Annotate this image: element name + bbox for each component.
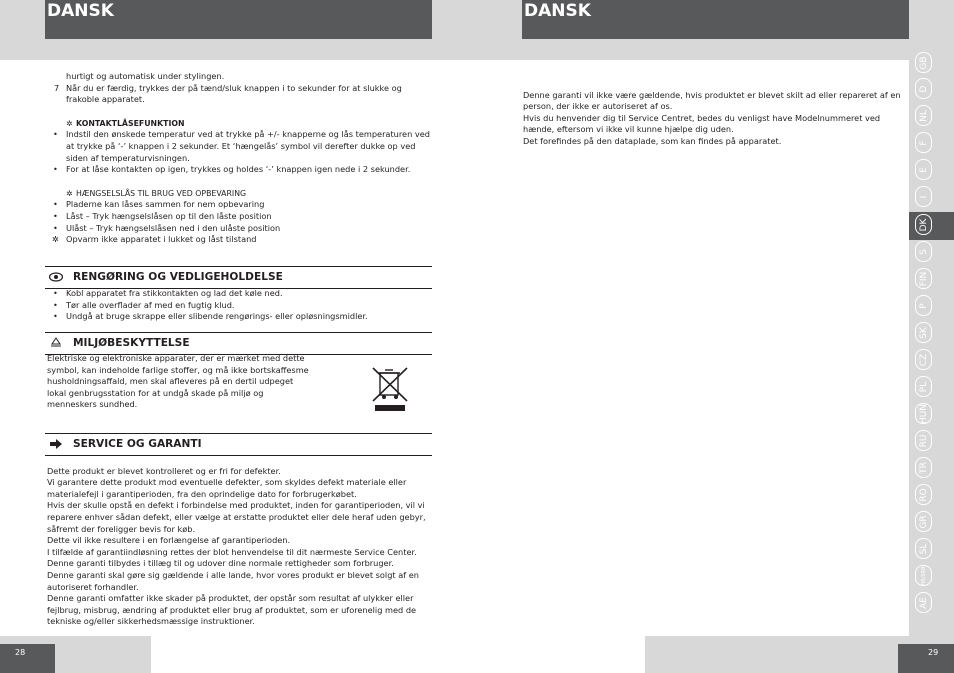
language-tab-i[interactable]: [915, 186, 932, 207]
language-tab-label: NL: [918, 109, 929, 122]
language-tab-ru[interactable]: [915, 430, 932, 451]
language-tab-label: AE: [918, 596, 929, 609]
language-tab-ae[interactable]: [915, 592, 932, 613]
language-tab-hrsrb[interactable]: [915, 565, 932, 586]
recycle-icon: [49, 337, 63, 349]
language-tab-label: DK: [918, 218, 929, 231]
service-section: [45, 433, 432, 450]
language-tab-hun[interactable]: [915, 403, 932, 424]
language-tab-label: FIN: [918, 271, 929, 286]
language-tab-label: HR/SRB: [920, 566, 927, 585]
header-left-title: DANSK: [47, 1, 114, 21]
language-tab-sl[interactable]: [915, 538, 932, 559]
continuation-text: hurtigt og automatisk under stylingen.: [66, 71, 225, 81]
language-tab-label: P: [918, 302, 929, 309]
language-tab-fin[interactable]: [915, 268, 932, 289]
header-right-title: DANSK: [524, 1, 591, 21]
language-tab-gr[interactable]: [915, 511, 932, 532]
cleaning-list: • Kobl apparatet fra stikkontakten og lad det køle ned. • Tør alle overflader af med en fugtig klud. • Undgå at bruge skrappe eller slibende rengørings- eller opløsningsmidler.: [48, 288, 430, 323]
env-text-block: [47, 353, 311, 411]
language-tab-gb[interactable]: [915, 52, 932, 73]
language-tab-nl[interactable]: [915, 105, 932, 126]
language-tab-dk[interactable]: [915, 214, 932, 235]
hanging-warning: ✲ Opvarm ikke apparatet i lukket og låst tilstand: [52, 234, 257, 245]
language-tab-label: TR: [918, 461, 929, 474]
header-right: [522, 0, 909, 39]
language-tab-tr[interactable]: [915, 457, 932, 478]
right-text: Denne garanti vil ikke være gældende, hvis produktet er blevet skilt ad eller repareret af en person, der ikke er autoriseret af os. Hvis du henvender dig til Service Centret, bedes du venligst have Modelnummeret ved hænde, eftersom vi ikke vil kunne hjælpe dig uden. Det forefindes på den dataplade, som kan findes på apparatet.: [523, 89, 901, 146]
cleaning-item: Kobl apparatet fra stikkontakten og lad det køle ned.: [66, 288, 283, 298]
sun-icon: ✲: [66, 118, 73, 128]
right-column: [523, 78, 901, 159]
header-left: [45, 0, 432, 39]
language-tab-p[interactable]: [915, 295, 932, 316]
env-text: Elektriske og elektroniske apparater, der er mærket med dette symbol, kan indeholde farlige stoffer, og må ikke bortskaffesme husholdningsaffald, men skal afleveres på en dertil udpeget lokal genbrugsstation for at undgå skade på miljø og menneskers sundhed.: [47, 353, 309, 410]
language-tab-ro[interactable]: [915, 484, 932, 505]
hanging-item: • Pladerne kan låses sammen for nem opbevaring: [53, 199, 265, 210]
language-tab-label: E: [918, 166, 929, 173]
cleaning-heading: RENGØRING OG VEDLIGEHOLDELSE: [73, 271, 283, 283]
language-tab-cz[interactable]: [915, 349, 932, 370]
language-tab-label: SK: [918, 326, 929, 339]
language-tab-label: PL: [918, 381, 929, 392]
arrow-right-icon: [49, 438, 63, 450]
language-tab-label: SL: [918, 543, 929, 554]
eye-icon: [49, 271, 63, 283]
language-tab-label: S: [918, 248, 929, 255]
step-number: 7: [54, 82, 60, 93]
service-text: Dette produkt er blevet kontrolleret og er fri for defekter. Vi garantere dette produkt mod eventuelle defekter, som skyldes defekt materiale eller materialefejl i garantiperioden, fra den oprindelige dato for forbrugerkøbet. Hvis der skulle opstå en defekt i forbindelse med produktet, inden for garantiperioden, vil vi reparere enhver sådan defekt, eller vælge at erstatte produktet eller dele heraf uden gebyr, såfremt der foreligger bevis for køb. Dette vil ikke resultere i en forlængelse af garantiperioden. I tilfælde af garantiindløsning rettes der blot henvendelse til dit nærmeste Service Center. Denne garanti tilbydes i tillæg til og udover dine normale rettigheder som forbruger. Denne garanti skal gøre sig gældende i alle lande, hvor vores produkt er blevet solgt af en autoriseret forhandler. Denne garanti omfatter ikke skader på produktet, der opstår som resultat af ulykker eller fejlbrug, misbrug, ændring af produktet eller brug af produktet, som er uforenelig med de tekniske og/eller sikkerhedsmæssige instruktioner.: [47, 465, 426, 627]
lock-item: • Indstil den ønskede temperatur ved at trykke på +/- knapperne og lås temperaturen ved at trykke på ‘-’ knappen i 2 sekunder. Et ‘hængelås’ symbol vil derefter dukke op ved siden af temperaturvisningen.: [53, 129, 430, 163]
footer-left-dark: [0, 644, 55, 673]
lock-title-row: [48, 118, 430, 130]
language-tab-label: I: [918, 195, 929, 198]
sun-icon: ✲: [66, 188, 73, 198]
hanging-title-row: [48, 188, 430, 200]
cleaning-item: Undgå at bruge skrappe eller slibende rengørings- eller opløsningsmidler.: [66, 311, 368, 322]
language-tab-s[interactable]: [915, 241, 932, 262]
language-tab-label: RO: [918, 487, 929, 502]
language-tab-label: GR: [918, 514, 929, 529]
step-text: Når du er færdig, trykkes der på tænd/sluk knappen i to sekunder for at slukke og frakoble apparatet.: [66, 82, 402, 105]
language-tab-label: D: [918, 85, 929, 92]
cleaning-item: Tør alle overflader af med en fugtig klud.: [66, 299, 235, 310]
page-number-right: 29: [928, 648, 939, 657]
page-number-left: 28: [15, 648, 26, 657]
language-tab-label: F: [918, 139, 929, 146]
service-heading: SERVICE OG GARANTI: [73, 438, 202, 450]
step-7: [48, 83, 430, 106]
hanging-item: • Låst – Tryk hængselslåsen op til den låste position: [53, 210, 272, 221]
lock-item: • For at låse kontakten op igen, trykkes og holdes ‘-’ knappen igen nede i 2 sekunder.: [53, 164, 411, 175]
language-tab-sk[interactable]: [915, 322, 932, 343]
left-column-upper: [48, 71, 430, 246]
env-heading: MILJØBESKYTTELSE: [73, 337, 190, 349]
language-tab-pl[interactable]: [915, 376, 932, 397]
language-tab-label: GB: [918, 55, 929, 70]
lock-title: KONTAKTLÅSEFUNKTION: [76, 118, 185, 128]
footer-right-dark: [898, 644, 954, 673]
language-tab-f[interactable]: [915, 132, 932, 153]
hanging-item: • Ulåst – Tryk hængselslåsen ned i den ulåste position: [53, 222, 281, 233]
language-tab-label: CZ: [918, 353, 929, 366]
environment-section: [45, 332, 432, 349]
language-tab-e[interactable]: [915, 159, 932, 180]
language-tab-label: HUN: [918, 403, 929, 424]
hanging-title: HÆNGSELSLÅS TIL BRUG VED OPBEVARING: [76, 188, 247, 198]
language-tab-label: RU: [918, 434, 929, 447]
sun-icon: ✲: [52, 234, 59, 245]
language-tab-d[interactable]: [915, 78, 932, 99]
cleaning-section: [45, 266, 432, 283]
weee-bin-icon: [370, 365, 410, 413]
service-text-block: [47, 454, 431, 640]
